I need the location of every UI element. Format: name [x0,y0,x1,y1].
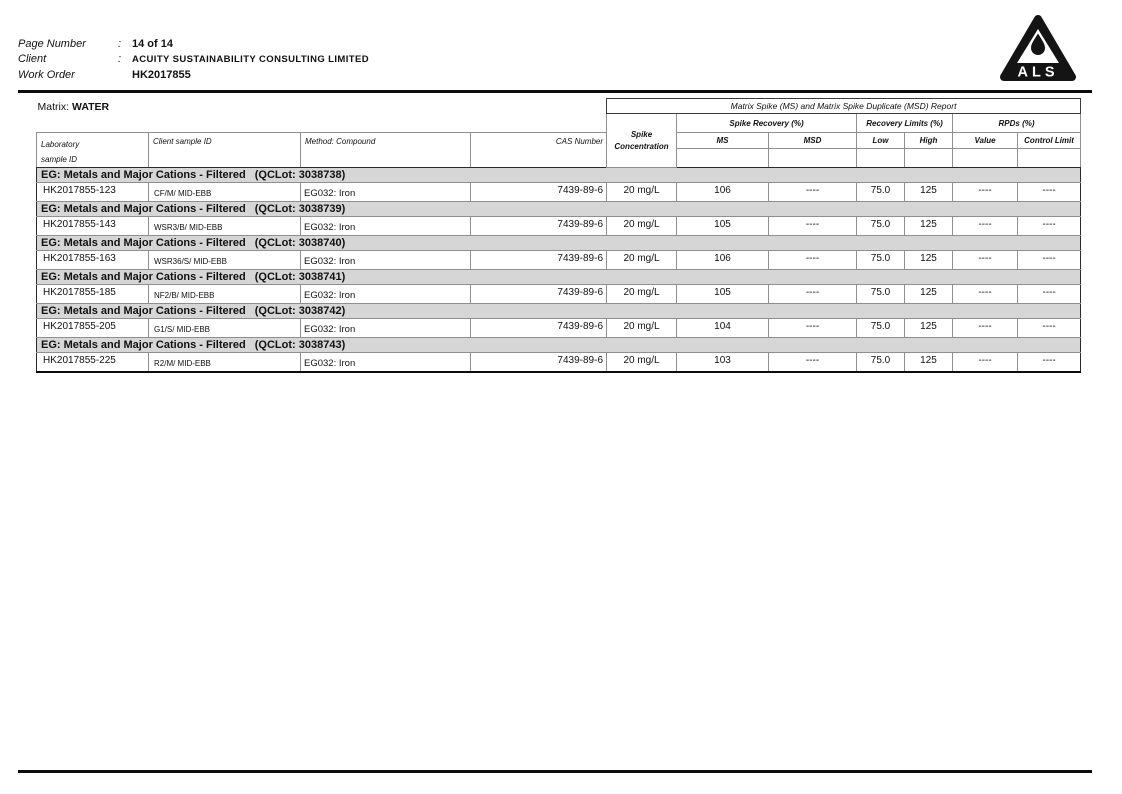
work-order-row [18,68,369,83]
client-sample-id: WSR3/B/ MID-EBB [149,217,301,236]
sample-row [37,183,1081,202]
page-number-value: 14 of 14 [132,38,173,50]
cas-number: 7439-89-6 [471,319,607,338]
ms-recovery: 106 [677,183,769,202]
recovery-limit-high: 125 [905,353,953,372]
group-qclot: (QCLot: 3038739) [254,202,346,215]
work-order-label: Work Order [18,69,75,81]
ms-recovery: 103 [677,353,769,372]
group-qclot: (QCLot: 3038743) [254,338,346,351]
spike-concentration: 20 mg/L [607,353,677,372]
header-divider-rule [18,90,1092,93]
method-compound: EG032: Iron [301,183,471,202]
client-sample-id: R2/M/ MID-EBB [149,353,301,372]
col-header-high: High [905,133,953,149]
client-sample-id: WSR36/S/ MID-EBB [149,251,301,270]
client-row [18,52,369,68]
qclot-group-row [37,168,1081,183]
cas-number: 7439-89-6 [471,251,607,270]
recovery-limit-high: 125 [905,251,953,270]
recovery-limit-low: 75.0 [857,285,905,304]
rpd-value: ---- [953,217,1018,236]
spike-concentration: 20 mg/L [607,319,677,338]
msd-recovery: ---- [769,319,857,338]
client-label: Client [18,53,47,65]
rpd-control-limit: ---- [1018,217,1081,236]
msd-table-body [37,168,1081,372]
qclot-group-row [37,202,1081,217]
col-header-rpds: RPDs (%) [953,114,1081,133]
sample-row [37,217,1081,236]
page-number-label: Page Number [18,38,86,50]
qclot-group-row [37,236,1081,251]
group-qclot: (QCLot: 3038741) [254,270,346,283]
logo-text: ALS [1017,64,1059,81]
recovery-limit-low: 75.0 [857,217,905,236]
als-logo [1000,12,1076,86]
lab-sample-id: HK2017855-205 [37,319,149,338]
col-header-recovery-limits: Recovery Limits (%) [857,114,953,133]
group-method-title: EG: Metals and Major Cations - Filtered [41,304,246,317]
rpd-value: ---- [953,251,1018,270]
cas-number: 7439-89-6 [471,183,607,202]
col-header-low: Low [857,133,905,149]
group-method-title: EG: Metals and Major Cations - Filtered [41,168,246,181]
ms-recovery: 105 [677,285,769,304]
qclot-group-title [37,168,1081,183]
rpd-control-limit: ---- [1018,353,1081,372]
msd-recovery: ---- [769,183,857,202]
method-compound: EG032: Iron [301,251,471,270]
ms-recovery: 106 [677,251,769,270]
rpd-control-limit: ---- [1018,285,1081,304]
rpd-control-limit: ---- [1018,183,1081,202]
col-header-cas-number: CAS Number [471,133,607,168]
recovery-limit-low: 75.0 [857,353,905,372]
method-compound: EG032: Iron [301,353,471,372]
lab-sample-id: HK2017855-123 [37,183,149,202]
client-value: ACUITY SUSTAINABILITY CONSULTING LIMITED [132,54,369,65]
method-compound: EG032: Iron [301,319,471,338]
col-header-control-limit: Control Limit [1018,133,1081,149]
spike-concentration: 20 mg/L [607,183,677,202]
qclot-group-title [37,270,1081,285]
header-spacer-cell [1018,148,1081,167]
header-left-spacer [37,114,607,133]
client-colon: : [118,53,122,65]
report-header [18,37,369,83]
cas-number: 7439-89-6 [471,353,607,372]
client-sample-id: NF2/B/ MID-EBB [149,285,301,304]
recovery-limit-low: 75.0 [857,319,905,338]
header-spacer-cell [953,148,1018,167]
group-method-title: EG: Metals and Major Cations - Filtered [41,338,246,351]
rpd-value: ---- [953,353,1018,372]
sample-row [37,319,1081,338]
rpd-value: ---- [953,183,1018,202]
page-number-colon: : [118,38,122,50]
recovery-limit-high: 125 [905,217,953,236]
ms-recovery: 105 [677,217,769,236]
method-compound: EG032: Iron [301,285,471,304]
header-spacer-cell [857,148,905,167]
sample-row [37,285,1081,304]
qclot-group-row [37,270,1081,285]
group-method-title: EG: Metals and Major Cations - Filtered [41,236,246,249]
group-qclot: (QCLot: 3038740) [254,236,346,249]
header-spacer-cell [905,148,953,167]
recovery-limit-low: 75.0 [857,183,905,202]
col-header-lab-sample-id: Laboratory sample ID [37,133,149,168]
qclot-group-title [37,338,1081,353]
recovery-limit-low: 75.0 [857,251,905,270]
rpd-value: ---- [953,285,1018,304]
qclot-group-row [37,304,1081,319]
rpd-value: ---- [953,319,1018,338]
client-sample-id: G1/S/ MID-EBB [149,319,301,338]
qclot-group-title [37,202,1081,217]
work-order-value: HK2017855 [132,69,191,81]
col-header-spike-recovery: Spike Recovery (%) [677,114,857,133]
spike-concentration: 20 mg/L [607,285,677,304]
col-header-value: Value [953,133,1018,149]
sample-row [37,353,1081,372]
als-logo-graphic [1000,12,1076,86]
qclot-group-title [37,304,1081,319]
col-header-client-sample-id: Client sample ID [149,133,301,168]
ms-recovery: 104 [677,319,769,338]
qclot-group-title [37,236,1081,251]
matrix-value: WATER [72,100,110,113]
col-header-msd: MSD [769,133,857,149]
rpd-control-limit: ---- [1018,319,1081,338]
lab-sample-id: HK2017855-163 [37,251,149,270]
lab-sample-id: HK2017855-185 [37,285,149,304]
qclot-group-row [37,338,1081,353]
lab-sample-id: HK2017855-225 [37,353,149,372]
msd-recovery: ---- [769,285,857,304]
header-spacer-cell [769,148,857,167]
header-spacer-cell [677,148,769,167]
client-sample-id: CF/M/ MID-EBB [149,183,301,202]
cas-number: 7439-89-6 [471,217,607,236]
footer-divider-rule [18,770,1092,773]
col-header-ms: MS [677,133,769,149]
recovery-limit-high: 125 [905,285,953,304]
col-header-method-compound: Method: Compound [301,133,471,168]
spike-concentration: 20 mg/L [607,217,677,236]
report-title: Matrix Spike (MS) and Matrix Spike Duplicate (MSD) Report [607,99,1081,114]
rpd-control-limit: ---- [1018,251,1081,270]
msd-recovery: ---- [769,217,857,236]
msd-report-table [36,98,1081,373]
msd-recovery: ---- [769,251,857,270]
method-compound: EG032: Iron [301,217,471,236]
msd-report-table-wrap [36,98,1080,373]
sample-row [37,251,1081,270]
msd-recovery: ---- [769,353,857,372]
matrix-field [37,99,607,114]
group-qclot: (QCLot: 3038738) [254,168,346,181]
recovery-limit-high: 125 [905,319,953,338]
group-method-title: EG: Metals and Major Cations - Filtered [41,202,246,215]
group-qclot: (QCLot: 3038742) [254,304,346,317]
spike-concentration: 20 mg/L [607,251,677,270]
matrix-label: Matrix: [37,100,69,113]
col-header-spike-concentration: Spike Concentration [607,114,677,168]
lab-sample-id: HK2017855-143 [37,217,149,236]
cas-number: 7439-89-6 [471,285,607,304]
recovery-limit-high: 125 [905,183,953,202]
work-order-colon [118,68,132,83]
page-number-row [18,37,369,52]
group-method-title: EG: Metals and Major Cations - Filtered [41,270,246,283]
